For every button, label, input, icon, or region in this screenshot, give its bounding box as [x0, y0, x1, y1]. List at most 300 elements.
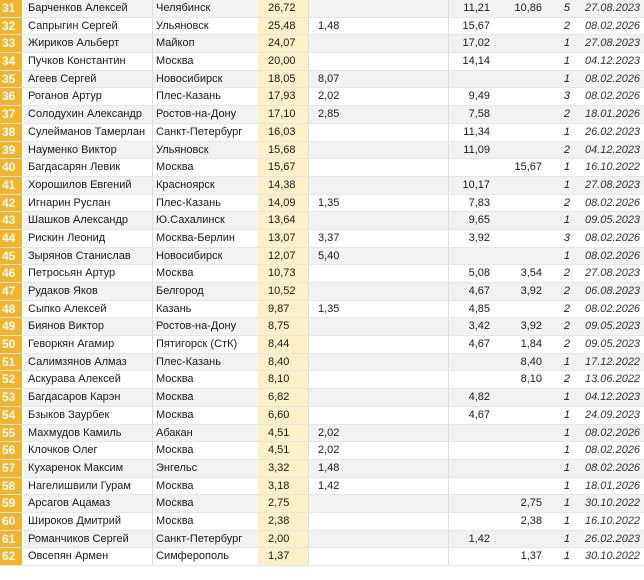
- total-score: 2,38: [258, 513, 308, 530]
- column-divider: [448, 495, 449, 512]
- table-row: [0, 301, 644, 319]
- total-score: 14,38: [258, 177, 308, 194]
- tournament-count: 2: [563, 320, 570, 333]
- last-date: 26.02.2023: [585, 532, 641, 545]
- table-row: [0, 18, 644, 36]
- column-divider: [448, 248, 449, 265]
- score-column-1: 1,35: [318, 196, 340, 209]
- score-column-2: 11,09: [463, 143, 490, 156]
- column-divider: [152, 442, 153, 459]
- column-divider: [152, 212, 153, 229]
- tournament-count: 1: [563, 72, 570, 85]
- score-column-3: [500, 460, 542, 477]
- column-divider: [152, 248, 153, 265]
- player-city: Энгельс: [156, 461, 198, 474]
- table-row: [0, 88, 644, 106]
- table-row: [0, 336, 644, 354]
- tournament-count: 2: [563, 267, 570, 280]
- score-column-2: [450, 159, 490, 176]
- player-city: Санкт-Петербург: [156, 532, 243, 545]
- player-name: Зырянов Станислав: [28, 249, 131, 262]
- table-row: [0, 0, 644, 18]
- score-column-1: [318, 354, 358, 371]
- table-row: [0, 265, 644, 283]
- score-column-1: [318, 389, 358, 406]
- column-divider: [448, 159, 449, 176]
- total-score: 14,09: [258, 195, 308, 212]
- table-row: [0, 531, 644, 549]
- score-column-2: [450, 71, 490, 88]
- table-row: [0, 513, 644, 531]
- score-column-2: [450, 354, 490, 371]
- last-date: 08.02.2026: [585, 461, 641, 474]
- player-city: Плес-Казань: [156, 196, 221, 209]
- score-column-2: 11,21: [463, 2, 490, 14]
- player-name: Геворкян Агамир: [28, 338, 115, 351]
- column-divider: [152, 548, 153, 565]
- player-name: Рискин Леонид: [28, 231, 106, 244]
- score-column-1: [318, 265, 358, 282]
- column-divider: [448, 18, 449, 35]
- column-divider: [448, 212, 449, 229]
- player-name: Салимзянов Алмаз: [28, 355, 127, 368]
- table-row: [0, 124, 644, 142]
- score-column-2: 9,49: [468, 90, 490, 103]
- tournament-count: 5: [563, 2, 570, 14]
- score-column-2: [450, 371, 490, 388]
- rank-number: 50: [0, 336, 22, 353]
- column-divider: [448, 531, 449, 548]
- player-name: Махмудов Камиль: [28, 426, 122, 439]
- player-name: Рудаков Яков: [28, 285, 98, 297]
- column-divider: [308, 106, 309, 123]
- total-score: 6,60: [258, 407, 308, 424]
- player-name: Романчиков Сергей: [28, 532, 129, 545]
- player-city: Москва: [156, 408, 194, 421]
- table-row: [0, 495, 644, 513]
- column-divider: [308, 318, 309, 335]
- column-divider: [448, 283, 449, 300]
- rank-number: 32: [0, 18, 22, 35]
- player-name: Бзыков Заурбек: [28, 408, 110, 421]
- column-divider: [152, 318, 153, 335]
- player-city: Ростов-на-Дону: [156, 108, 237, 121]
- score-column-1: 5,40: [318, 249, 340, 262]
- table-row: [0, 230, 644, 248]
- table-row: [0, 142, 644, 160]
- column-divider: [448, 548, 449, 565]
- score-column-1: [318, 531, 358, 548]
- score-column-2: [450, 495, 490, 512]
- player-city: Москва: [156, 479, 194, 492]
- tournament-count: 2: [563, 108, 570, 121]
- rank-number: 41: [0, 177, 22, 194]
- rank-number: 35: [0, 71, 22, 88]
- table-row: [0, 318, 644, 336]
- score-column-3: [500, 177, 542, 194]
- column-divider: [448, 106, 449, 123]
- total-score: 18,05: [258, 71, 308, 88]
- table-row: [0, 53, 644, 71]
- last-date: 09.05.2023: [585, 320, 641, 333]
- player-name: Сыпко Алексей: [28, 302, 107, 315]
- score-column-1: [318, 407, 358, 424]
- column-divider: [448, 460, 449, 477]
- column-divider: [152, 478, 153, 495]
- tournament-count: 3: [563, 231, 570, 244]
- score-column-3: [500, 53, 542, 70]
- tournament-count: 1: [563, 479, 570, 492]
- player-name: Шашков Александр: [28, 214, 129, 227]
- tournament-count: 1: [563, 355, 570, 368]
- score-column-3: [500, 531, 542, 548]
- player-name: Пучков Константин: [28, 55, 126, 68]
- score-column-1: 1,42: [318, 479, 340, 492]
- rank-number: 46: [0, 265, 22, 282]
- score-column-2: 4,67: [468, 338, 490, 351]
- player-city: Москва: [156, 161, 194, 174]
- column-divider: [152, 53, 153, 70]
- total-score: 15,67: [258, 159, 308, 176]
- last-date: 08.02.2026: [585, 231, 641, 244]
- player-city: Симферополь: [156, 550, 230, 563]
- player-city: Москва: [156, 267, 194, 280]
- rank-number: 49: [0, 318, 22, 335]
- table-row: [0, 478, 644, 496]
- column-divider: [448, 124, 449, 141]
- column-divider: [308, 478, 309, 495]
- table-row: [0, 442, 644, 460]
- column-divider: [308, 371, 309, 388]
- column-divider: [308, 124, 309, 141]
- score-column-2: 15,67: [462, 19, 490, 32]
- tournament-count: 1: [563, 461, 570, 474]
- column-divider: [152, 124, 153, 141]
- column-divider: [448, 389, 449, 406]
- last-date: 08.02.2026: [585, 72, 641, 85]
- last-date: 16.10.2022: [585, 514, 641, 527]
- score-column-1: [318, 371, 358, 388]
- score-column-2: 3,92: [468, 231, 490, 244]
- score-column-3: 3,92: [520, 320, 542, 333]
- total-score: 25,48: [258, 18, 308, 35]
- score-column-2: 4,67: [468, 408, 490, 421]
- score-column-2: [450, 478, 490, 495]
- score-column-3: 8,40: [520, 355, 542, 368]
- rank-number: 33: [0, 35, 22, 52]
- column-divider: [308, 195, 309, 212]
- score-column-3: [500, 35, 542, 52]
- score-column-1: [318, 159, 358, 176]
- score-column-2: 4,82: [468, 391, 490, 404]
- player-city: Санкт-Петербург: [156, 125, 243, 138]
- last-date: 04.12.2023: [585, 391, 641, 404]
- last-date: 27.08.2023: [585, 37, 641, 50]
- total-score: 26,72: [258, 0, 308, 17]
- player-name: Биянов Виктор: [28, 320, 104, 333]
- column-divider: [152, 159, 153, 176]
- total-score: 10,73: [258, 265, 308, 282]
- last-date: 08.02.2026: [585, 249, 641, 262]
- score-column-3: [500, 18, 542, 35]
- score-column-1: 1,35: [318, 302, 340, 315]
- total-score: 8,10: [258, 371, 308, 388]
- column-divider: [308, 513, 309, 530]
- rank-number: 62: [0, 548, 22, 565]
- score-column-3: [500, 142, 542, 159]
- last-date: 04.12.2023: [585, 55, 641, 68]
- table-row: [0, 71, 644, 89]
- column-divider: [448, 318, 449, 335]
- score-column-3: [500, 230, 542, 247]
- column-divider: [152, 18, 153, 35]
- score-column-3: 3,92: [520, 285, 542, 297]
- last-date: 30.10.2022: [585, 497, 641, 510]
- score-column-2: 11,34: [463, 125, 490, 138]
- total-score: 8,40: [258, 354, 308, 371]
- rank-number: 60: [0, 513, 22, 530]
- column-divider: [448, 354, 449, 371]
- column-divider: [448, 425, 449, 442]
- score-column-3: [500, 478, 542, 495]
- player-name: Роганов Артур: [28, 90, 102, 103]
- total-score: 13,07: [258, 230, 308, 247]
- player-city: Абакан: [156, 426, 193, 439]
- score-column-2: 7,58: [468, 108, 490, 121]
- score-column-1: 2,02: [318, 90, 340, 103]
- tournament-count: 1: [563, 249, 570, 262]
- total-score: 4,51: [258, 425, 308, 442]
- player-name: Широков Дмитрий: [28, 514, 122, 527]
- column-divider: [308, 248, 309, 265]
- player-name: Жириков Альберт: [28, 37, 120, 50]
- last-date: 08.02.2026: [585, 19, 641, 32]
- column-divider: [308, 283, 309, 300]
- table-row: [0, 371, 644, 389]
- rank-number: 40: [0, 159, 22, 176]
- total-score: 3,18: [258, 478, 308, 495]
- score-column-2: 3,42: [468, 320, 490, 333]
- score-column-1: [318, 142, 358, 159]
- score-column-2: [450, 548, 490, 565]
- score-column-3: [500, 442, 542, 459]
- tournament-count: 1: [563, 497, 570, 510]
- player-city: Красноярск: [156, 178, 215, 191]
- column-divider: [448, 478, 449, 495]
- column-divider: [448, 71, 449, 88]
- column-divider: [308, 265, 309, 282]
- player-city: Казань: [156, 302, 192, 315]
- rank-number: 37: [0, 106, 22, 123]
- score-column-3: [500, 212, 542, 229]
- score-column-2: 9,65: [468, 214, 490, 227]
- total-score: 1,37: [258, 548, 308, 565]
- score-column-1: [318, 513, 358, 530]
- table-row: [0, 35, 644, 53]
- total-score: 6,82: [258, 389, 308, 406]
- column-divider: [448, 142, 449, 159]
- score-column-3: [500, 106, 542, 123]
- score-column-3: [500, 195, 542, 212]
- column-divider: [152, 389, 153, 406]
- total-score: 17,10: [258, 106, 308, 123]
- score-column-3: 1,37: [520, 550, 542, 563]
- table-row: [0, 159, 644, 177]
- column-divider: [308, 548, 309, 565]
- score-column-2: 4,67: [468, 285, 490, 297]
- tournament-count: 3: [563, 90, 570, 103]
- last-date: 08.02.2026: [585, 426, 641, 439]
- player-name: Багдасаров Карэн: [28, 391, 121, 404]
- tournament-count: 2: [563, 285, 570, 297]
- column-divider: [308, 354, 309, 371]
- column-divider: [152, 371, 153, 388]
- score-column-2: 10,17: [462, 178, 490, 191]
- column-divider: [308, 88, 309, 105]
- score-column-3: 3,54: [520, 267, 542, 280]
- last-date: 08.02.2026: [585, 444, 641, 457]
- tournament-count: 1: [563, 391, 570, 404]
- score-column-3: [500, 248, 542, 265]
- tournament-count: 1: [563, 125, 570, 138]
- column-divider: [308, 425, 309, 442]
- last-date: 18.01.2026: [585, 479, 641, 492]
- player-name: Арсагов Ацамаз: [28, 497, 111, 510]
- rank-number: 52: [0, 371, 22, 388]
- score-column-1: [318, 124, 358, 141]
- total-score: 2,75: [258, 495, 308, 512]
- column-divider: [308, 142, 309, 159]
- rank-number: 43: [0, 212, 22, 229]
- column-divider: [152, 407, 153, 424]
- player-name: Кухаренок Максим: [28, 461, 124, 474]
- tournament-count: 2: [563, 338, 570, 351]
- column-divider: [308, 301, 309, 318]
- last-date: 09.05.2023: [585, 214, 641, 227]
- table-row: [0, 407, 644, 425]
- tournament-count: 1: [563, 444, 570, 457]
- column-divider: [448, 230, 449, 247]
- table-row: [0, 248, 644, 266]
- score-column-3: [500, 88, 542, 105]
- tournament-count: 1: [563, 178, 570, 191]
- total-score: 9,87: [258, 301, 308, 318]
- tournament-count: 1: [563, 55, 570, 68]
- table-row: [0, 354, 644, 372]
- total-score: 13,64: [258, 212, 308, 229]
- score-column-2: [450, 248, 490, 265]
- column-divider: [152, 495, 153, 512]
- column-divider: [152, 230, 153, 247]
- player-name: Клочков Олег: [28, 444, 98, 457]
- rank-number: 42: [0, 195, 22, 212]
- score-column-1: [318, 212, 358, 229]
- table-row: [0, 177, 644, 195]
- score-column-1: [318, 318, 358, 335]
- total-score: 2,00: [258, 531, 308, 548]
- score-column-1: [318, 53, 358, 70]
- total-score: 8,75: [258, 318, 308, 335]
- column-divider: [308, 18, 309, 35]
- score-column-3: [500, 71, 542, 88]
- player-city: Новосибирск: [156, 72, 223, 85]
- last-date: 09.05.2023: [585, 338, 641, 351]
- player-city: Москва: [156, 391, 194, 404]
- column-divider: [308, 336, 309, 353]
- last-date: 16.10.2022: [585, 161, 641, 174]
- rank-number: 57: [0, 460, 22, 477]
- player-city: Майкоп: [156, 37, 195, 50]
- player-name: Нагелишвили Гурам: [28, 479, 131, 492]
- player-city: Челябинск: [156, 2, 211, 14]
- player-city: Москва: [156, 444, 194, 457]
- score-column-1: [318, 283, 358, 300]
- tournament-count: 2: [563, 302, 570, 315]
- tournament-count: 1: [563, 426, 570, 439]
- tournament-count: 2: [563, 196, 570, 209]
- score-column-2: 14,14: [462, 55, 490, 68]
- tournament-count: 1: [563, 408, 570, 421]
- table-row: [0, 283, 644, 301]
- player-city: Москва: [156, 514, 194, 527]
- player-city: Новосибирск: [156, 249, 223, 262]
- rank-number: 51: [0, 354, 22, 371]
- total-score: 10,52: [258, 283, 308, 300]
- player-name: Хорошилов Евгений: [28, 178, 132, 191]
- player-name: Багдасарян Левик: [28, 161, 121, 174]
- table-row: [0, 425, 644, 443]
- score-column-1: [318, 548, 358, 565]
- column-divider: [308, 53, 309, 70]
- total-score: 3,32: [258, 460, 308, 477]
- rank-number: 34: [0, 53, 22, 70]
- player-city: Белгород: [156, 285, 204, 297]
- player-city: Москва: [156, 497, 194, 510]
- column-divider: [448, 301, 449, 318]
- score-column-2: 7,83: [468, 196, 490, 209]
- score-column-2: 1,42: [468, 532, 490, 545]
- player-city: Плес-Казань: [156, 355, 221, 368]
- total-score: 8,44: [258, 336, 308, 353]
- column-divider: [308, 407, 309, 424]
- rank-number: 61: [0, 531, 22, 548]
- total-score: 12,07: [258, 248, 308, 265]
- player-name: Овсепян Армен: [28, 550, 109, 563]
- score-column-1: [318, 495, 358, 512]
- score-column-1: [318, 35, 358, 52]
- column-divider: [448, 513, 449, 530]
- player-city: Плес-Казань: [156, 90, 221, 103]
- table-row: [0, 389, 644, 407]
- last-date: 08.02.2026: [585, 90, 641, 103]
- score-column-3: 2,75: [520, 497, 542, 510]
- last-date: 26.02.2023: [585, 125, 641, 138]
- player-name: Барченков Алексей: [28, 2, 128, 14]
- score-column-3: 10,86: [514, 2, 542, 14]
- rank-number: 45: [0, 248, 22, 265]
- score-column-2: 17,02: [462, 37, 490, 50]
- score-column-3: 1,84: [520, 338, 542, 351]
- column-divider: [448, 53, 449, 70]
- column-divider: [448, 407, 449, 424]
- table-row: [0, 460, 644, 478]
- table-row: [0, 548, 644, 566]
- rank-number: 44: [0, 230, 22, 247]
- player-city: Ульяновск: [156, 143, 209, 156]
- column-divider: [152, 88, 153, 105]
- column-divider: [152, 142, 153, 159]
- tournament-count: 1: [563, 161, 570, 174]
